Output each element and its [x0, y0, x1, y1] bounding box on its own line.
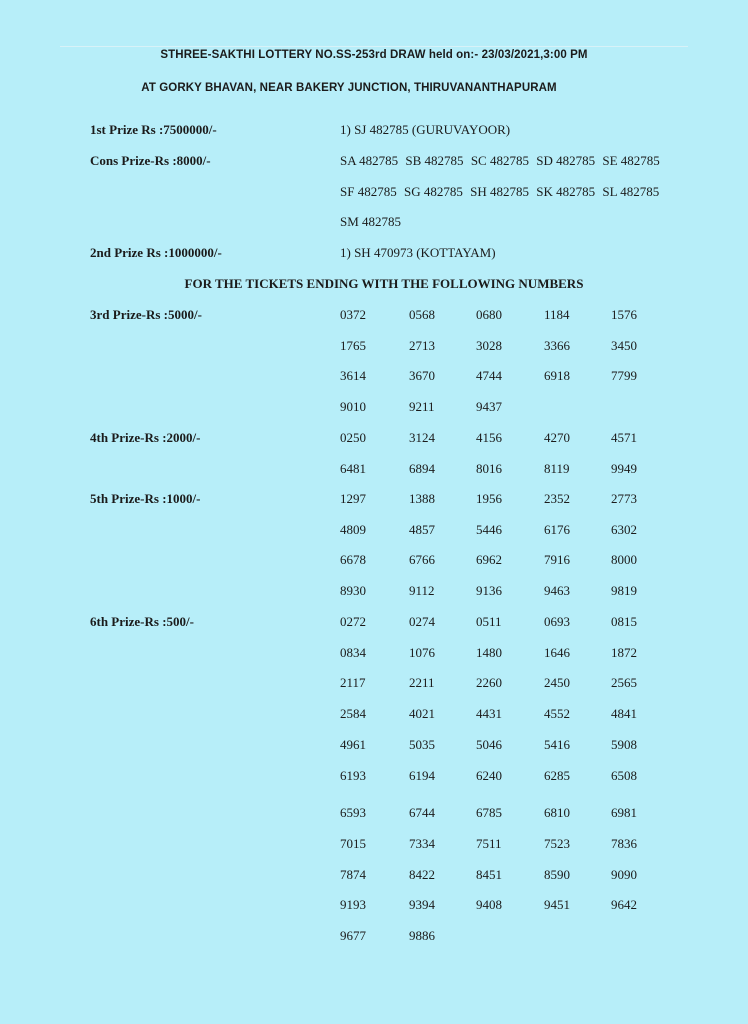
winning-number: 6894: [409, 460, 435, 476]
winning-number: 4809: [340, 521, 366, 537]
top-divider: [60, 46, 688, 47]
winning-number: 2117: [340, 675, 366, 691]
cons-ticket: SB 482785: [405, 153, 464, 168]
winning-number: 4857: [409, 521, 435, 537]
winning-number: 7799: [611, 368, 637, 384]
winning-number: 6481: [340, 460, 366, 476]
winning-number: 8000: [611, 552, 637, 568]
winning-number: 4552: [544, 706, 570, 722]
second-prize-winner: 1) SH 470973 (KOTTAYAM): [340, 245, 496, 260]
section-title: FOR THE TICKETS ENDING WITH THE FOLLOWING NUMBERS: [184, 276, 584, 291]
winning-number: 2211: [409, 675, 435, 691]
winning-number: 6981: [611, 805, 637, 821]
winning-number: 6302: [611, 521, 637, 537]
winning-number: 9112: [409, 583, 435, 599]
winning-number: 6678: [340, 552, 366, 568]
second-prize-label: 2nd Prize Rs :1000000/-: [90, 245, 222, 260]
winning-number: 8016: [476, 460, 502, 476]
winning-number: 9211: [409, 399, 435, 415]
winning-number: 1388: [409, 491, 435, 506]
winning-number: 2352: [544, 491, 570, 506]
winning-number: 6766: [409, 552, 435, 568]
winning-number: 6593: [340, 805, 366, 821]
winning-number: 8119: [544, 460, 570, 476]
winning-number: 6285: [544, 767, 570, 783]
winning-number: 9451: [544, 897, 570, 913]
winning-number: 2713: [409, 337, 435, 353]
winning-number: 7916: [544, 552, 570, 568]
winning-number: 9193: [340, 897, 366, 913]
cons-ticket: SH 482785: [470, 184, 529, 199]
cons-ticket: SM 482785: [340, 214, 402, 229]
winning-number: 3028: [476, 337, 502, 353]
winning-number: 4270: [544, 430, 570, 445]
winning-number: 6962: [476, 552, 502, 568]
winning-number: 2565: [611, 675, 637, 691]
cons-ticket: SE 482785: [602, 153, 660, 168]
winning-number: 9408: [476, 897, 502, 913]
cons-prize-row-2: [340, 184, 659, 200]
winning-number: 1184: [544, 307, 570, 322]
winning-number: 6744: [409, 805, 435, 821]
winning-number: 3670: [409, 368, 435, 384]
winning-number: 9886: [409, 928, 435, 943]
winning-number: 1872: [611, 644, 637, 660]
winning-number: 9819: [611, 583, 637, 599]
winning-number: 3450: [611, 337, 637, 353]
winning-number: 9437: [476, 399, 502, 415]
winning-number: 4744: [476, 368, 502, 384]
winning-number: 0250: [340, 430, 366, 445]
winning-number: 4961: [340, 736, 366, 752]
winning-number: 1956: [476, 491, 502, 506]
cons-ticket: SK 482785: [536, 184, 596, 199]
winning-number: 2260: [476, 675, 502, 691]
winning-number: 3124: [409, 430, 435, 445]
winning-number: 6194: [409, 767, 435, 783]
cons-prize-row-3: [340, 214, 401, 230]
winning-number: 7511: [476, 835, 502, 851]
winning-number: 9949: [611, 460, 637, 476]
first-prize-winner: 1) SJ 482785 (GURUVAYOOR): [340, 122, 511, 137]
winning-number: 6918: [544, 368, 570, 384]
winning-number: 7334: [409, 835, 435, 851]
winning-number: 0274: [409, 614, 435, 629]
draw-venue: AT GORKY BHAVAN, NEAR BAKERY JUNCTION, THIRUVANANTHAPURAM: [141, 82, 557, 94]
winning-number: 5035: [409, 736, 435, 752]
winning-number: 2584: [340, 706, 366, 722]
cons-prize-row-1: [340, 153, 660, 169]
winning-number: 7015: [340, 835, 366, 851]
winning-number: 0272: [340, 614, 366, 629]
winning-number: 5446: [476, 521, 502, 537]
cons-ticket: SF 482785: [340, 184, 397, 199]
winning-number: 0568: [409, 307, 435, 322]
cons-prize-label: Cons Prize-Rs :8000/-: [90, 153, 211, 168]
winning-number: 9010: [340, 399, 366, 415]
winning-number: 4571: [611, 430, 637, 445]
winning-number: 5046: [476, 736, 502, 752]
winning-number: 6785: [476, 805, 502, 821]
winning-number: 9463: [544, 583, 570, 599]
winning-number: 0511: [476, 614, 502, 629]
cons-ticket: SC 482785: [470, 153, 529, 168]
winning-number: 6810: [544, 805, 570, 821]
winning-number: 4021: [409, 706, 435, 722]
first-prize-label: 1st Prize Rs :7500000/-: [90, 122, 217, 137]
winning-number: 0693: [544, 614, 570, 629]
winning-number: 7836: [611, 835, 637, 851]
winning-number: 9642: [611, 897, 637, 913]
winning-number: 6240: [476, 767, 502, 783]
winning-number: 8451: [476, 866, 502, 882]
winning-number: 9394: [409, 897, 435, 913]
winning-number: 1646: [544, 644, 570, 660]
winning-number: 6508: [611, 767, 637, 783]
winning-number: 9136: [476, 583, 502, 599]
prize-label: 3rd Prize-Rs :5000/-: [90, 307, 202, 322]
winning-number: 1765: [340, 337, 366, 353]
winning-number: 3614: [340, 368, 366, 384]
winning-number: 6176: [544, 521, 570, 537]
winning-number: 9090: [611, 866, 637, 882]
winning-number: 7523: [544, 835, 570, 851]
winning-number: 8930: [340, 583, 366, 599]
winning-number: 1076: [409, 644, 435, 660]
cons-ticket: SD 482785: [536, 153, 596, 168]
winning-number: 0680: [476, 307, 502, 322]
winning-number: 4156: [476, 430, 502, 445]
winning-number: 1480: [476, 644, 502, 660]
winning-number: 3366: [544, 337, 570, 353]
prize-label: 6th Prize-Rs :500/-: [90, 614, 194, 629]
prize-label: 4th Prize-Rs :2000/-: [90, 430, 201, 445]
winning-number: 2450: [544, 675, 570, 691]
winning-number: 4841: [611, 706, 637, 722]
winning-number: 0372: [340, 307, 366, 322]
winning-number: 6193: [340, 767, 366, 783]
winning-number: 5416: [544, 736, 570, 752]
cons-ticket: SA 482785: [340, 153, 399, 168]
winning-number: 1576: [611, 307, 637, 322]
winning-number: 0815: [611, 614, 637, 629]
winning-number: 4431: [476, 706, 502, 722]
winning-number: 8590: [544, 866, 570, 882]
winning-number: 0834: [340, 644, 366, 660]
cons-ticket: SG 482785: [403, 184, 463, 199]
winning-number: 5908: [611, 736, 637, 752]
winning-number: 1297: [340, 491, 366, 506]
prize-label: 5th Prize-Rs :1000/-: [90, 491, 201, 506]
winning-number: 7874: [340, 866, 366, 882]
winning-number: 2773: [611, 491, 637, 506]
cons-ticket: SL 482785: [602, 184, 660, 199]
winning-number: 8422: [409, 866, 435, 882]
winning-number: 9677: [340, 928, 366, 943]
draw-title: STHREE-SAKTHI LOTTERY NO.SS-253rd DRAW held on:- 23/03/2021,3:00 PM: [160, 49, 588, 61]
